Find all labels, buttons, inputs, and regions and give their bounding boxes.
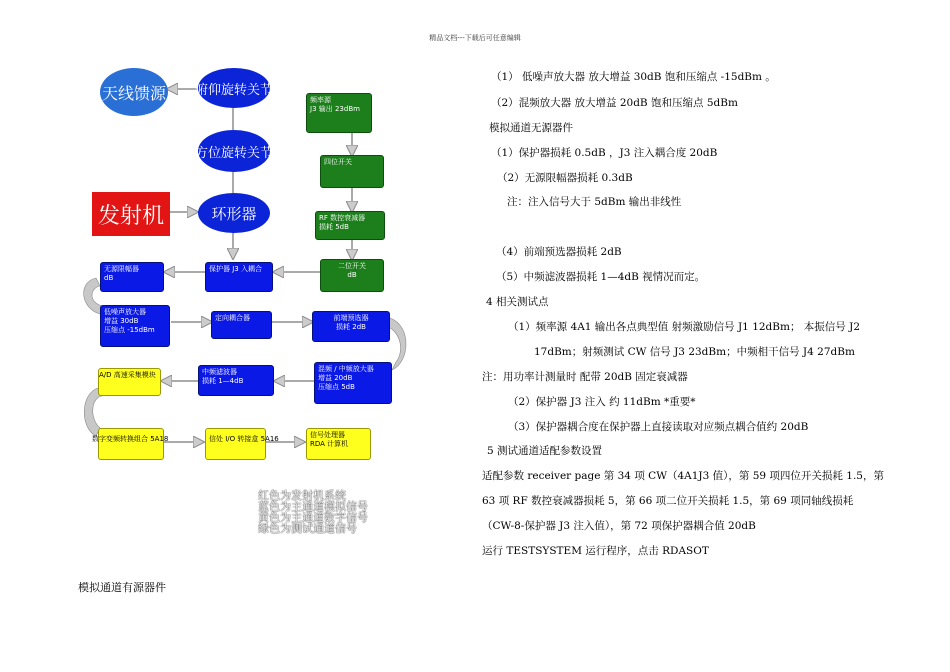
lna-gain: 增益 30dB <box>104 317 139 325</box>
text-line-8: （5）中频滤波器损耗 1—4dB 视情况而定。 <box>496 271 706 283</box>
preselector-box <box>312 311 390 342</box>
legend-red: 红色为发射机系统 <box>258 489 346 502</box>
rf-attenuator-label: RF 数控衰减器 <box>319 214 366 222</box>
rf-attenuator-box <box>315 211 385 240</box>
text-line-14: （3）保护器耦合度在保护器上直接读取对应频点耦合值约 20dB <box>508 421 809 433</box>
text-line-6: 注：注入信号大于 5dBm 输出非线性 <box>507 196 682 208</box>
digital-conversion-box <box>92 428 169 460</box>
two-switch-unit: dB <box>347 271 357 279</box>
four-position-switch <box>320 155 384 188</box>
io-adapter-box <box>205 428 279 460</box>
ad-acquisition-box <box>98 368 161 396</box>
freq-source-label: 频率源 <box>310 96 331 104</box>
if-filter-box <box>198 365 274 396</box>
text-line-17: 63 项 RF 数控衰减器损耗 5，第 66 项二位开关损耗 1.5，第 69 项同轴线损耗 <box>482 495 854 507</box>
freq-source-box <box>306 93 372 133</box>
limiter-label: 无源限幅器 <box>104 265 139 273</box>
color-legend <box>258 490 368 534</box>
digital-label: 数字变频转换组合 5A18 <box>92 435 169 443</box>
rda-label: 信号处理器 <box>310 431 345 439</box>
four-switch-label: 四位开关 <box>324 158 352 166</box>
protector-label: 保护器 J3 入耦合 <box>209 265 262 273</box>
coupler-label: 定向耦合器 <box>215 314 250 322</box>
legend-green: 绿色为测试通道信号 <box>258 522 357 535</box>
if-filter-loss: 损耗 1—4dB <box>202 377 244 385</box>
circulator: 环形器 <box>198 193 270 233</box>
rda-computer: RDA 计算机 <box>310 440 349 448</box>
freq-source-output: J3 输出 23dBm <box>310 105 360 113</box>
text-line-4: （1）保护器损耗 0.5dB ，J3 注入耦合度 20dB <box>491 147 718 159</box>
two-switch-label: 二位开关 <box>338 262 366 270</box>
legend-blue: 蓝色为主通道模拟信号 <box>258 500 368 513</box>
mixer-compression: 压缩点 5dB <box>318 383 355 391</box>
passive-limiter-box <box>100 262 164 292</box>
text-line-15: 5 测试通道适配参数设置 <box>487 445 603 457</box>
mixer-if-amp-box <box>314 362 392 404</box>
text-line-18: （CW-8-保护器 J3 注入值），第 72 项保护器耦合值 20dB <box>482 520 756 532</box>
text-line-19: 运行 TESTSYSTEM 运行程序，点击 RDASOT <box>482 545 709 557</box>
lna-box <box>100 305 170 347</box>
mixer-label: 混频 / 中频放大器 <box>318 365 374 373</box>
antenna-feed: 天线馈源 <box>100 68 168 116</box>
text-line-13: （2）保护器 J3 注入 约 11dBm *重要* <box>508 396 696 408</box>
lna-compression: 压缩点 -15dBm <box>104 326 155 334</box>
text-line-11: 17dBm；射频测试 CW 信号 J3 23dBm；中频相干信号 J4 27dBm <box>534 346 855 358</box>
text-line-5: （2）无源限幅器损耗 0.3dB <box>497 172 633 184</box>
transmitter-box: 发射机 <box>92 192 170 236</box>
legend-yellow: 黄色为主通道数字信号 <box>258 511 368 524</box>
azimuth-rotary-joint: 方位旋转关节 <box>198 130 270 172</box>
rf-attenuator-loss: 损耗 5dB <box>319 223 349 231</box>
limiter-unit: dB <box>104 274 114 282</box>
text-line-12: 注：用功率计测量时 配带 20dB 固定衰减器 <box>482 371 688 383</box>
protector-box <box>205 262 273 292</box>
preselector-loss: 损耗 2dB <box>336 323 366 331</box>
text-line-9: 4 相关测试点 <box>486 296 549 308</box>
if-filter-label: 中频滤波器 <box>202 368 237 376</box>
text-line-10: （1）频率源 4A1 输出各点典型值 射频激励信号 J1 12dBm； 本振信号 J2 <box>508 321 861 333</box>
text-line-1: （1） 低噪声放大器 放大增益 30dB 饱和压缩点 -15dBm 。 <box>491 71 776 83</box>
ad-label: A/D 高速采集模块 <box>99 371 156 379</box>
directional-coupler-box <box>211 311 272 339</box>
two-position-switch <box>320 259 384 292</box>
text-line-7: （4）前端预选器损耗 2dB <box>496 246 622 258</box>
preselector-label: 前端预选器 <box>333 314 369 322</box>
text-line-3: 模拟通道无源器件 <box>489 122 573 134</box>
lna-label: 低噪声放大器 <box>104 308 146 316</box>
section-active-devices: 模拟通道有源器件 <box>78 581 166 594</box>
mixer-gain: 增益 20dB <box>318 374 353 382</box>
rda-computer-box <box>306 428 371 460</box>
text-line-16: 适配参数 receiver page 第 34 项 CW（4A1J3 值），第 59 项四位开关损耗 1.5，第 <box>482 470 884 482</box>
page-header: 精品文档---下载后可任意编辑 <box>429 34 521 42</box>
io-label: 信处 I/O 转接盒 5A16 <box>209 435 279 443</box>
pitch-rotary-joint: 俯仰旋转关节 <box>198 68 270 108</box>
text-line-2: （2）混频放大器 放大增益 20dB 饱和压缩点 5dBm <box>491 97 738 109</box>
